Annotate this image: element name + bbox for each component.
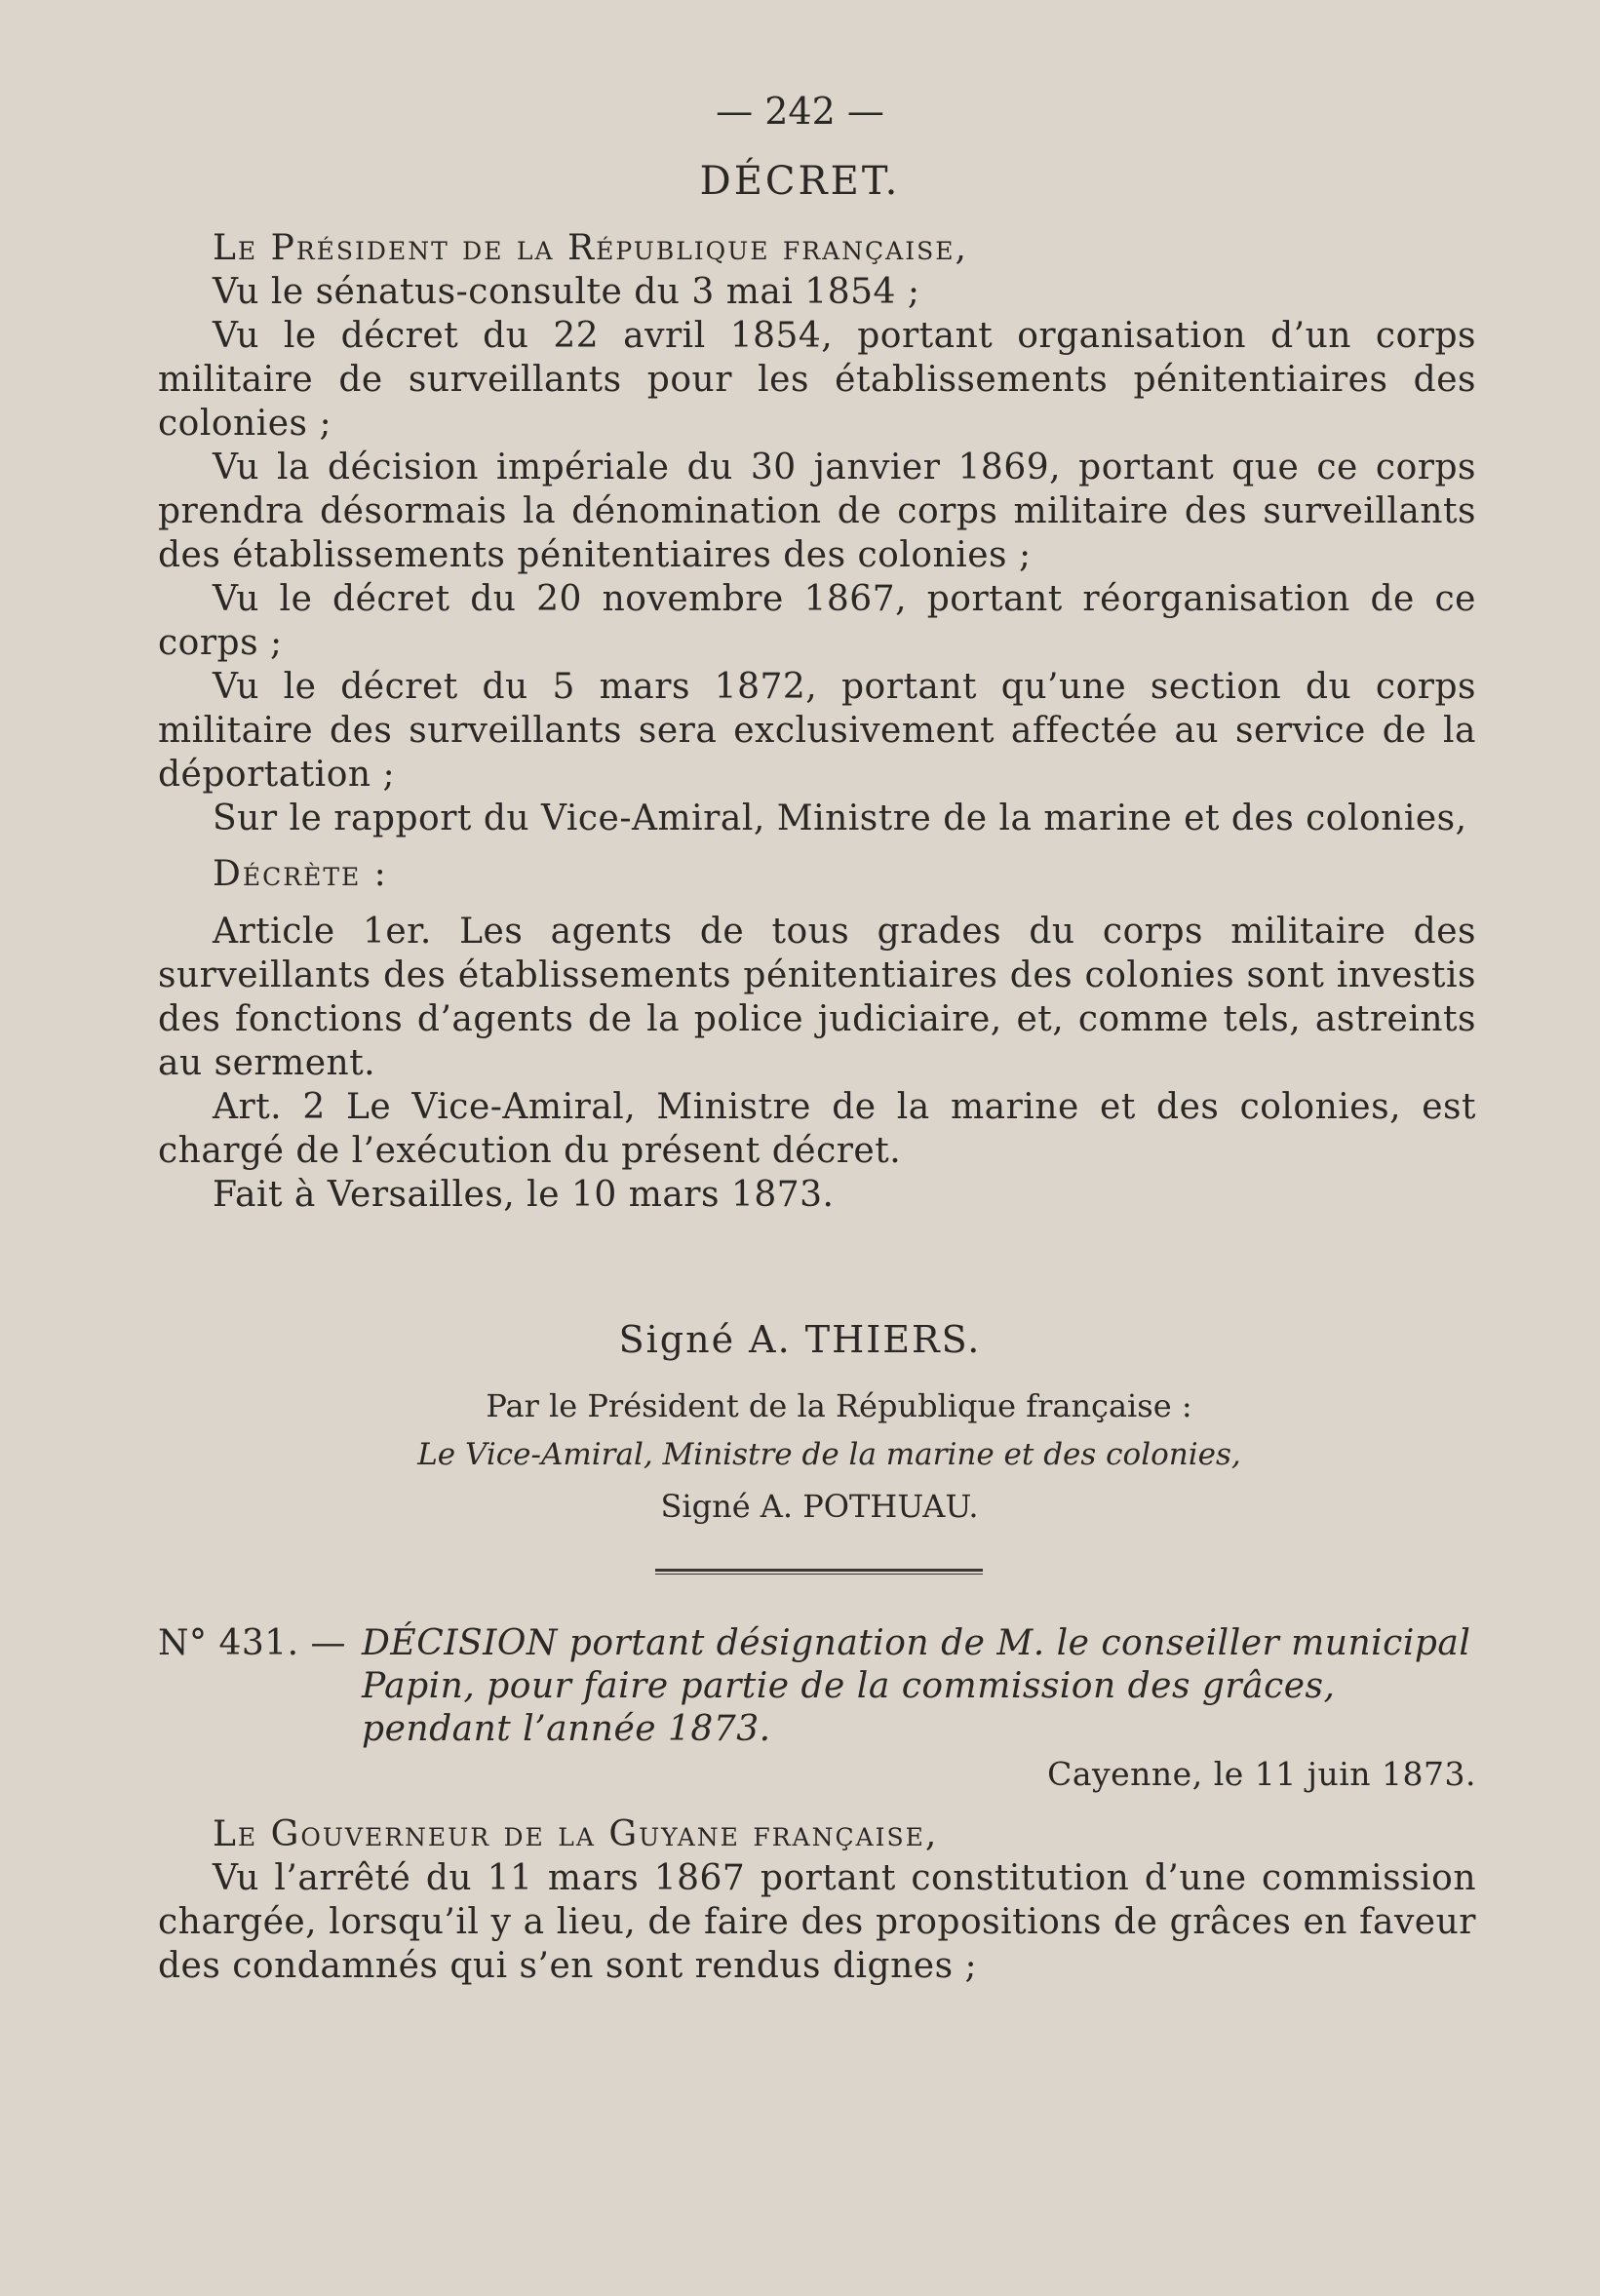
decision-header (158, 1622, 1476, 1751)
decree-paragraph: Vu le décret du 20 novembre 1867, portant réorganisation de ce corps ; (158, 579, 1476, 663)
article-2: Art. 2 Le Vice-Amiral, Ministre de la marine et des colonies, est chargé de l’exécution du présent décret. (158, 1087, 1476, 1171)
decision-intro: Le Gouverneur de la Guyane française, (213, 1814, 939, 1854)
done-at: Fait à Versailles, le 10 mars 1873. (213, 1175, 835, 1215)
article-1: Article 1er. Les agents de tous grades du corps militaire des surveillants des établissements pénitentiaires des colonies sont investis des fonctions d’agents de la police judiciaire, et, comme tels, astreints au serment. (158, 912, 1476, 1083)
decree-intro: Le Président de la République française, (213, 228, 968, 268)
by-president: Par le Président de la République française : (486, 1387, 1192, 1424)
decree-body (158, 226, 1476, 1217)
decision-paragraph: Vu l’arrêté du 11 mars 1867 portant constitution d’une commission chargée, lorsqu’il y a lieu, de faire des propositions de grâces en faveur des condamnés qui s’en sont rendus dignes ; (158, 1858, 1476, 1986)
decree-paragraph: Vu le décret du 5 mars 1872, portant qu’une section du corps militaire des surveillants sera exclusivement affectée au service de la déportation ; (158, 667, 1476, 795)
decree-title: DÉCRET. (699, 159, 901, 204)
decree-paragraph: Vu la décision impériale du 30 janvier 1869, portant que ce corps prendra désormais la dénomination de corps militaire des surveillants des établissements pénitentiaires des colonies ; (158, 448, 1476, 575)
decree-paragraph: Vu le sénatus-consulte du 3 mai 1854 ; (213, 272, 920, 312)
decision-body (158, 1812, 1476, 1988)
decision-number: N° 431. — (158, 1623, 347, 1663)
signature-pothuau: Signé A. POTHUAU. (660, 1488, 979, 1525)
section-divider (655, 1569, 983, 1575)
decree-paragraph: Vu le décret du 22 avril 1854, portant organisation d’un corps militaire de surveillants pour les établissements pénitentiaires des colonies ; (158, 316, 1476, 444)
decision-heading: DÉCISION portant désignation de M. le conseiller municipal Papin, pour faire partie de la commission des grâces, pendant l’année 1873. (362, 1623, 1471, 1749)
decrete-label: Décrète : (213, 854, 388, 894)
decree-paragraph: Sur le rapport du Vice-Amiral, Ministre de la marine et des colonies, (213, 798, 1467, 838)
signature-thiers: Signé A. THIERS. (618, 1318, 982, 1361)
page-number: — 242 — (716, 90, 884, 133)
decision-place-date: Cayenne, le 11 juin 1873. (1047, 1755, 1476, 1793)
minister-line: Le Vice-Amiral, Ministre de la marine et des colonies, (417, 1437, 1241, 1472)
